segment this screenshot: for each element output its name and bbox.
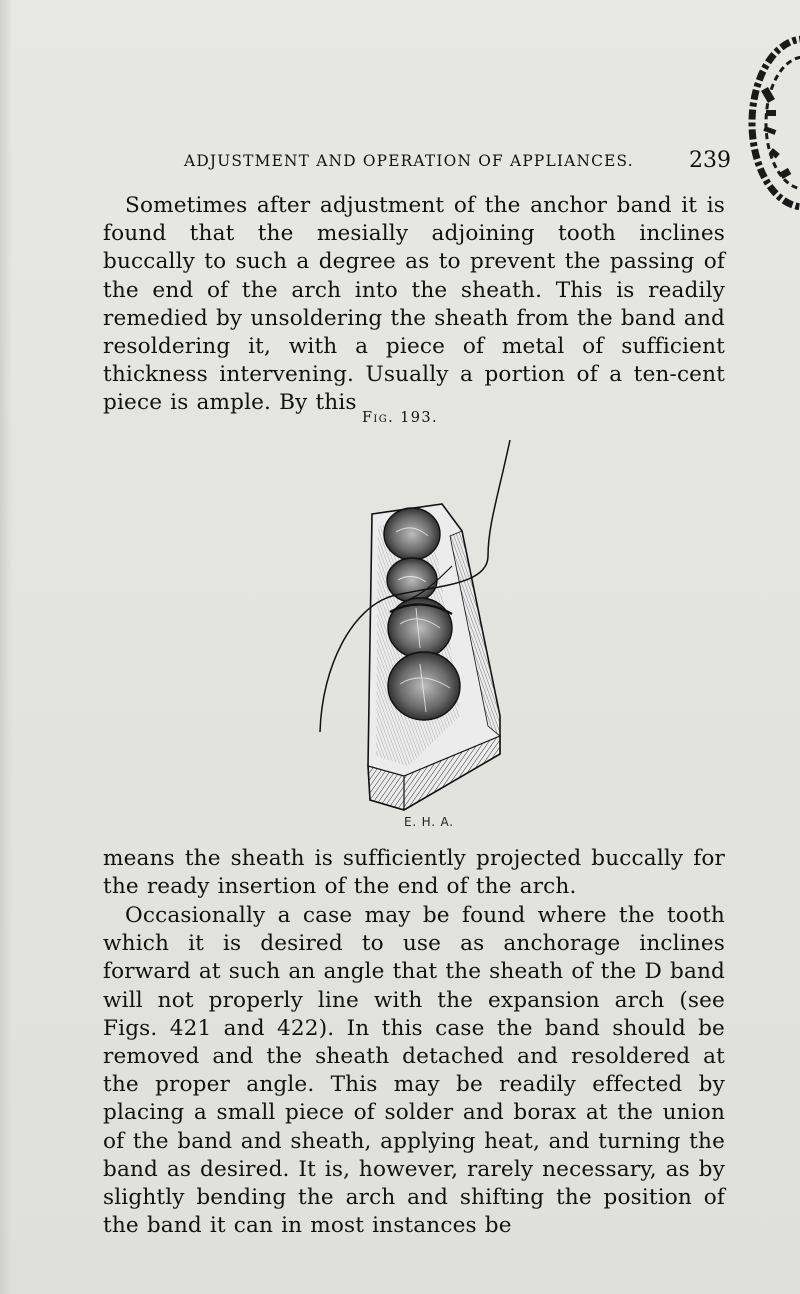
- paragraph-1: Sometimes after adjustment of the anchor band it is found that the mesially adjoining tooth inclines buccally to such a degree as to prevent the passing of the end of the arch into the sheath. This is readily remedied by unsoldering the sheath from the band and resoldering it, with a piece of metal of sufficient thickness intervening. Usually a portion of a ten-cent piece is ample. By this: [103, 193, 725, 416]
- page-edge-shadow: [0, 0, 12, 1294]
- paragraph-3: Occasionally a case may be found where the tooth which it is desired to use as anchorage inclines forward at such an angle that the sheath of the D band will not properly line with the expansion arch (see Figs. 421 and 422). In this case the band should be removed and the sheath detached and resoldered at the proper angle. This may be readily effected by placing a small piece of solder and borax at the union of the band and sheath, applying heat, and turning the band as desired. It is, however, rarely necessary, as by slightly bending the arch and shifting the position of the band it can in most instances be: [103, 903, 725, 1239]
- paragraph-2: means the sheath is sufficiently projected buccally for the ready insertion of the end of the arch.: [103, 846, 725, 900]
- figure-caption: Fig. 193.: [361, 410, 439, 426]
- dental-cast-illustration: [312, 436, 518, 816]
- library-stamp-icon: [742, 28, 800, 218]
- figure-credit: E. H. A.: [404, 815, 454, 829]
- running-head: [184, 148, 744, 176]
- page-number: 239: [689, 148, 731, 173]
- running-title: ADJUSTMENT AND OPERATION OF APPLIANCES.: [184, 152, 634, 170]
